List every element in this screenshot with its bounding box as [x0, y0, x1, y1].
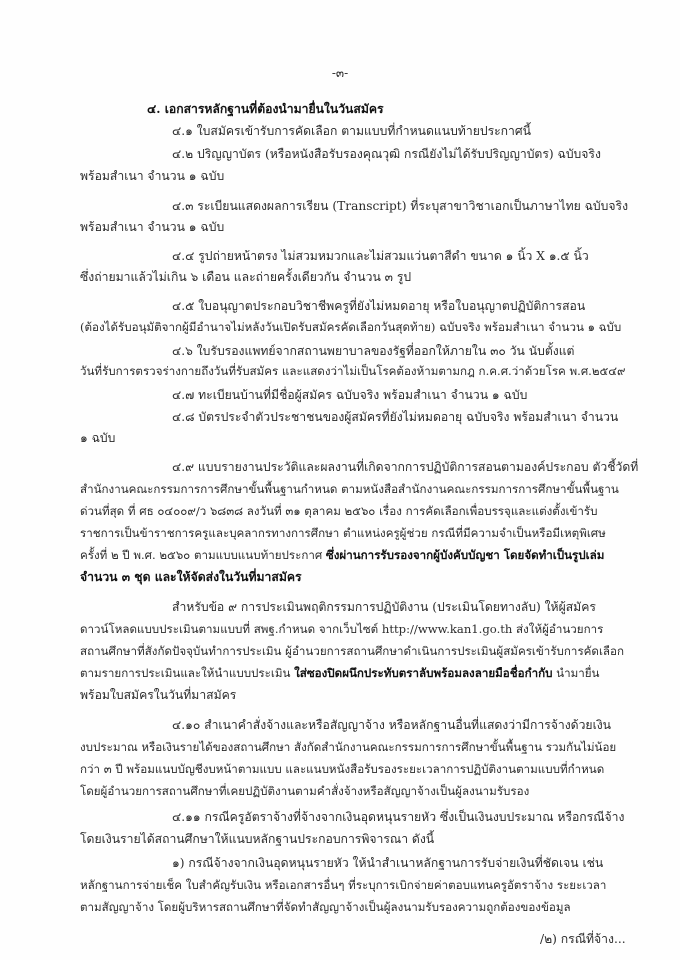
- item-4-9-line4: ราชการเป็นข้าราชการครูและบุคลากรทางการศึกษา ตำแหน่งครูผู้ช่วย กรณีที่มีความจำเป็นหรือมีเหตุพิเศษ: [80, 526, 606, 540]
- eval-note-line5: พร้อมใบสมัครในวันที่มาสมัคร: [80, 688, 237, 702]
- item-4-2-cont: พร้อมสำเนา จำนวน ๑ ฉบับ: [80, 169, 225, 183]
- item-4-10: ๔.๑๐ สำเนาคำสั่งจ้างและหรือสัญญาจ้าง หรือหลักฐานอื่นที่แสดงว่ามีการจ้างด้วยเงิน: [172, 718, 612, 732]
- item-4-10-line3: กว่า ๓ ปี พร้อมแนบบัญชีงบหน้าตามแบบ และแนบหนังสือรับรองระยะเวลาการปฏิบัติงานตามแบบที่กำหนด: [80, 762, 605, 776]
- item-4-5-cont: (ต้องได้รับอนุมัติจากผู้มีอำนาจไม่หลังวันเปิดรับสมัครคัดเลือกวันสุดท้าย) ฉบับจริง พร้อมสำเนา จำนวน ๑ ฉบับ: [80, 320, 622, 334]
- eval-note-line1: สำหรับข้อ ๙ การประเมินพฤติกรรมการปฏิบัติงาน (ประเมินโดยทางลับ) ให้ผู้สมัคร: [172, 600, 596, 614]
- item-4-9-line3: ด่วนที่สุด ที่ ศธ ๐๔๐๐๙/ว ๖๘๓๘ ลงวันที่ ๓๑ ตุลาคม ๒๕๖๐ เรื่อง การคัดเลือกเพื่อบรรจุและแต่งตั้งเข้ารับ: [80, 504, 598, 518]
- eval-note-line4-plain: ตามรายการประเมินและให้นำแบบประเมิน: [80, 666, 295, 680]
- item-4-8-cont: ๑ ฉบับ: [80, 431, 116, 445]
- item-4-9-line5-bold: ซึ่งผ่านการรับรองจากผู้บังคับบัญชา โดยจัดทำเป็นรูปเล่ม: [325, 548, 605, 562]
- eval-note-line2: ดาวน์โหลดแบบประเมินตามแบบที่ สพฐ.กำหนด จากเว็บไซต์ http://www.kan1.go.th ส่งให้ผู้อำนวยการ: [80, 622, 604, 636]
- item-4-9-line5-plain: ครั้งที่ ๒ ปี พ.ศ. ๒๕๖๐ ตามแบบแนบท้ายประกาศ: [80, 548, 326, 562]
- item-4-10-line4: โดยผู้อำนวยการสถานศึกษาที่เคยปฏิบัติงานตามคำสั่งจ้างหรือสัญญาจ้างเป็นผู้ลงนามรับรอง: [80, 784, 530, 798]
- item-4-8: ๔.๘ บัตรประจำตัวประชาชนของผู้สมัครที่ยังไม่หมดอายุ ฉบับจริง พร้อมสำเนา จำนวน: [172, 410, 619, 424]
- item-4-11: ๔.๑๑ กรณีครูอัตราจ้างที่จ้างจากเงินอุดหนุนรายหัว ซึ่งเป็นเงินงบประมาณ หรือกรณีจ้าง: [172, 810, 625, 824]
- item-4-11-sub1-line3: ตามสัญญาจ้าง โดยผู้บริหารสถานศึกษาที่จัดทำสัญญาจ้างเป็นผู้ลงนามรับรองความถูกต้องของข้อมูล: [80, 900, 571, 914]
- item-4-10-line2: งบประมาณ หรือเงินรายได้ของสถานศึกษา สังกัดสำนักงานคณะกรรมการการศึกษาขั้นพื้นฐาน รวมกันไม่น้อย: [80, 740, 617, 754]
- item-4-6: ๔.๖ ใบรับรองแพทย์จากสถานพยาบาลของรัฐที่ออกให้ภายใน ๓๐ วัน นับตั้งแต่: [172, 344, 575, 358]
- item-4-3: ๔.๓ ระเบียนแสดงผลการเรียน (Transcript) ที่ระบุสาขาวิชาเอกเป็นภาษาไทย ฉบับจริง: [172, 199, 629, 213]
- item-4-9-line6: จำนวน ๓ ชุด และให้จัดส่งในวันที่มาสมัคร: [80, 570, 302, 584]
- item-4-3-cont: พร้อมสำเนา จำนวน ๑ ฉบับ: [80, 220, 225, 234]
- item-4-4-cont: ซึ่งถ่ายมาแล้วไม่เกิน ๖ เดือน และถ่ายครั้งเดียวกัน จำนวน ๓ รูป: [80, 270, 412, 284]
- item-4-9-line2: สำนักงานคณะกรรมการการศึกษาขั้นพื้นฐานกำหนด ตามหนังสือสำนักงานคณะกรรมการการศึกษาขั้นพื้นฐาน: [80, 482, 619, 496]
- eval-note-line4-bold: ใส่ซองปิดผนึกประทับตราลับพร้อมลงลายมือชื่อกำกับ: [294, 666, 553, 680]
- item-4-5: ๔.๕ ใบอนุญาตประกอบวิชาชีพครูที่ยังไม่หมดอายุ หรือใบอนุญาตปฏิบัติการสอน: [172, 299, 586, 313]
- item-4-7: ๔.๗ ทะเบียนบ้านที่มีชื่อผู้สมัคร ฉบับจริง พร้อมสำเนา จำนวน ๑ ฉบับ: [172, 388, 528, 402]
- item-4-11-line2: โดยเงินรายได้สถานศึกษาให้แนบหลักฐานประกอบการพิจารณา ดังนี้: [80, 832, 435, 846]
- item-4-9: ๔.๙ แบบรายงานประวัติและผลงานที่เกิดจากการปฏิบัติการสอนตามองค์ประกอบ ตัวชี้วัดที่: [172, 460, 639, 474]
- item-4-1: ๔.๑ ใบสมัครเข้ารับการคัดเลือก ตามแบบที่กำหนดแนบท้ายประกาศนี้: [172, 124, 531, 138]
- section-heading: ๔. เอกสารหลักฐานที่ต้องนำมายื่นในวันสมัคร: [147, 102, 384, 116]
- page-number: -๓-: [331, 66, 349, 80]
- item-4-4: ๔.๔ รูปถ่ายหน้าตรง ไม่สวมหมวกและไม่สวมแว่นตาสีดำ ขนาด ๑ นิ้ว X ๑.๕ นิ้ว: [172, 249, 589, 263]
- continuation-footer: /๒) กรณีที่จ้าง...: [540, 932, 626, 946]
- eval-note-line4-tail: นำมายื่น: [552, 666, 600, 680]
- item-4-9-line5: [80, 546, 680, 564]
- item-4-2: ๔.๒ ปริญญาบัตร (หรือหนังสือรับรองคุณวุฒิ กรณียังไม่ได้รับปริญญาบัตร) ฉบับจริง: [172, 147, 601, 161]
- item-4-11-sub1-line2: หลักฐานการจ่ายเช็ค ใบสำคัญรับเงิน หรือเอกสารอื่นๆ ที่ระบุการเบิกจ่ายค่าตอบแทนครูอัตราจ้าง ระยะเวลา: [80, 878, 607, 892]
- eval-note-line3: สถานศึกษาที่สังกัดปัจจุบันทำการประเมิน ผู้อำนวยการสถานศึกษาดำเนินการประเมินผู้สมัครเข้ารับการคัดเลือก: [80, 644, 625, 658]
- item-4-11-sub1: ๑) กรณีจ้างจากเงินอุดหนุนรายหัว ให้นำสำเนาหลักฐานการรับจ่ายเงินที่ชัดเจน เช่น: [172, 856, 604, 870]
- item-4-6-cont: วันที่รับการตรวจร่างกายถึงวันที่รับสมัคร และแสดงว่าไม่เป็นโรคต้องห้ามตามกฎ ก.ค.ศ.ว่าด้วยโรค พ.ศ.๒๕๔๙: [80, 364, 626, 378]
- eval-note-line4: [80, 664, 680, 682]
